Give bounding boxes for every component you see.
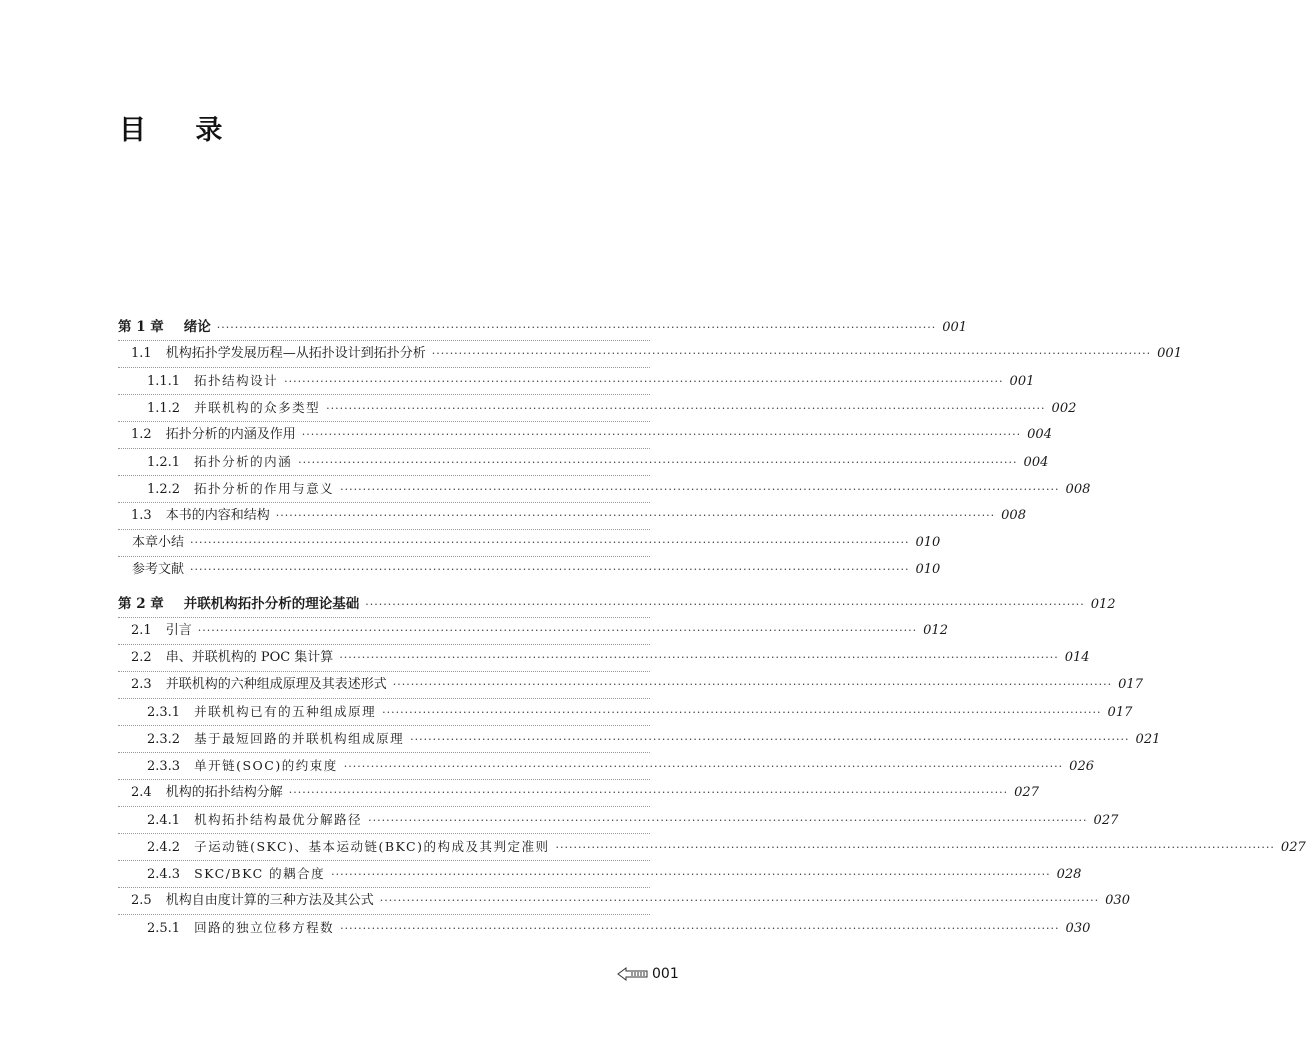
dot-leader: ································································································································································	[301, 428, 1022, 441]
toc-entry-number: 2.2	[131, 650, 152, 665]
toc-entry	[118, 672, 1143, 698]
toc-entry	[118, 807, 1119, 833]
toc-entry-page: 030	[1105, 893, 1130, 908]
toc-entry-label: 回路的独立位移方程数	[194, 920, 335, 935]
toc-entry-number: 1.2.1	[147, 455, 181, 470]
toc-entry-number: 1.1	[131, 346, 152, 361]
toc-entry-number: 1.1.2	[147, 401, 181, 416]
toc-entry	[118, 861, 1082, 887]
toc-entry-label: 拓扑分析的作用与意义	[194, 481, 335, 496]
toc-entry-number: 2.1	[131, 623, 152, 638]
toc-entry-page: 012	[1090, 597, 1116, 612]
toc-entry	[118, 780, 1039, 806]
toc-entry-page: 017	[1118, 677, 1143, 692]
toc-entry	[118, 395, 1077, 421]
dot-leader: ································································································································································	[190, 536, 910, 549]
toc-entry	[118, 699, 1133, 725]
toc-entry-label: 拓扑分析的内涵及作用	[165, 427, 296, 442]
toc-entry-page: 012	[923, 623, 948, 638]
dot-leader: ································································································································································	[368, 814, 1088, 827]
toc-entry-page: 001	[1009, 374, 1035, 389]
toc-entry-page: 004	[1023, 455, 1049, 470]
dot-leader: ································································································································································	[340, 922, 1060, 935]
toc-entry	[118, 591, 1116, 617]
toc-entry-page: 008	[1065, 482, 1091, 497]
toc-entry-number: 1.2.2	[147, 482, 181, 497]
toc-entry	[118, 888, 1130, 914]
toc-entry	[118, 915, 1091, 941]
toc-entry-number: 2.4.2	[147, 840, 181, 855]
dot-leader: ································································································································································	[339, 651, 1059, 664]
toc-entry-page: 010	[915, 535, 941, 550]
dot-leader: ································································································································································	[216, 321, 937, 334]
toc-entry-label: 机构的拓扑结构分解	[165, 785, 283, 800]
dot-leader: ································································································································································	[331, 868, 1051, 881]
dot-leader: ································································································································································	[340, 483, 1060, 496]
toc-entry	[118, 422, 1052, 448]
toc-entry	[118, 314, 968, 340]
toc-entry-number: 2.3.3	[147, 759, 181, 774]
toc-entry	[118, 645, 1090, 671]
toc-entry-page: 002	[1051, 401, 1077, 416]
left-arrow-icon	[618, 967, 648, 981]
toc-entry-number: 第 1 章	[118, 319, 164, 335]
toc-entry-label: 子运动链(SKC)、基本运动链(BKC)的构成及其判定准则	[194, 839, 550, 854]
toc-entry-label: 单开链(SOC)的约束度	[194, 758, 338, 773]
toc-entry-page: 004	[1027, 427, 1052, 442]
toc-entry	[118, 503, 1026, 529]
toc-entry	[118, 449, 1049, 475]
page-number: 001	[652, 966, 679, 982]
toc-entry-number: 2.3.2	[147, 732, 181, 747]
dot-leader: ································································································································································	[343, 760, 1064, 773]
toc-entry-page: 017	[1107, 705, 1133, 720]
toc-entry	[118, 753, 1094, 779]
dot-leader: ································································································································································	[284, 375, 1004, 388]
toc-entry-page: 026	[1069, 759, 1094, 774]
toc-entry-number: 2.5.1	[147, 921, 181, 936]
dot-leader: ································································································································································	[410, 733, 1130, 746]
dot-leader: ································································································································································	[275, 509, 996, 522]
toc-entry-label: 并联机构拓扑分析的理论基础	[183, 596, 360, 612]
dot-leader: ································································································································································	[326, 402, 1046, 415]
toc-entry-page: 010	[915, 562, 941, 577]
toc-entry-label: 串、并联机构的 POC 集计算	[165, 650, 334, 665]
toc-entry	[118, 834, 1306, 860]
toc-entry-number: 第 2 章	[118, 596, 164, 612]
toc-entry-label: 拓扑结构设计	[194, 373, 279, 388]
toc-entry-label: 本章小结	[132, 535, 185, 550]
toc-entry-page: 021	[1135, 732, 1161, 747]
dot-leader: ································································································································································	[298, 456, 1018, 469]
toc-entry-number: 2.3	[131, 677, 152, 692]
toc-entry-page: 028	[1056, 867, 1082, 882]
dot-leader: ································································································································································	[379, 894, 1100, 907]
toc-entry-label: 并联机构的众多类型	[194, 400, 321, 415]
toc-entry-label: 并联机构的六种组成原理及其表述形式	[165, 677, 387, 692]
toc-entry-label: 机构拓扑学发展历程—从拓扑设计到拓扑分析	[165, 346, 426, 361]
toc-entry-label: 机构自由度计算的三种方法及其公式	[165, 893, 374, 908]
toc-entry-label: 引言	[165, 623, 192, 638]
toc-entry-label: 参考文献	[132, 562, 185, 577]
dot-leader: ································································································································································	[382, 706, 1102, 719]
toc-entry-number: 2.5	[131, 893, 152, 908]
toc-entry-label: 机构拓扑结构最优分解路径	[194, 812, 363, 827]
dot-leader: ································································································································································	[431, 347, 1152, 360]
toc-entry	[118, 557, 941, 583]
dot-leader: ································································································································································	[190, 563, 910, 576]
dot-leader: ································································································································································	[288, 786, 1009, 799]
toc-entry-page: 027	[1280, 840, 1306, 855]
toc-entry-number: 1.2	[131, 427, 152, 442]
toc-entry-page: 027	[1093, 813, 1119, 828]
toc-entry-page: 001	[1157, 346, 1182, 361]
toc-entry	[118, 618, 948, 644]
toc-entry-label: 绪论	[183, 319, 211, 335]
toc-entry-number: 1.3	[131, 508, 152, 523]
toc-entry-page: 001	[942, 320, 968, 335]
toc-entry-label: 本书的内容和结构	[165, 508, 270, 523]
page-footer	[618, 966, 679, 982]
toc-entry-label: 并联机构已有的五种组成原理	[194, 704, 377, 719]
toc-entry	[118, 476, 1091, 502]
toc-entry	[118, 341, 1182, 367]
dot-leader: ································································································································································	[365, 598, 1085, 611]
toc-entry	[118, 530, 941, 556]
toc-entry	[118, 726, 1161, 752]
dot-leader: ································································································································································	[555, 841, 1275, 854]
toc-entry-number: 2.3.1	[147, 705, 181, 720]
toc-entry-number: 2.4.3	[147, 867, 181, 882]
toc-entry-page: 008	[1001, 508, 1026, 523]
toc-entry-page: 027	[1014, 785, 1039, 800]
toc-entry-page: 014	[1064, 650, 1090, 665]
toc-entry-label: 拓扑分析的内涵	[194, 454, 293, 469]
toc-entry	[118, 368, 1035, 394]
toc-entry-number: 2.4	[131, 785, 152, 800]
toc-entry-number: 2.4.1	[147, 813, 181, 828]
toc-entry-number: 1.1.1	[147, 374, 181, 389]
toc-entry-page: 030	[1065, 921, 1091, 936]
dot-leader: ································································································································································	[392, 678, 1113, 691]
dot-leader: ································································································································································	[197, 624, 918, 637]
toc-entry-label: 基于最短回路的并联机构组成原理	[194, 731, 405, 746]
page-title: 目 录	[119, 115, 243, 146]
toc-entry-label: SKC/BKC 的耦合度	[194, 866, 326, 881]
